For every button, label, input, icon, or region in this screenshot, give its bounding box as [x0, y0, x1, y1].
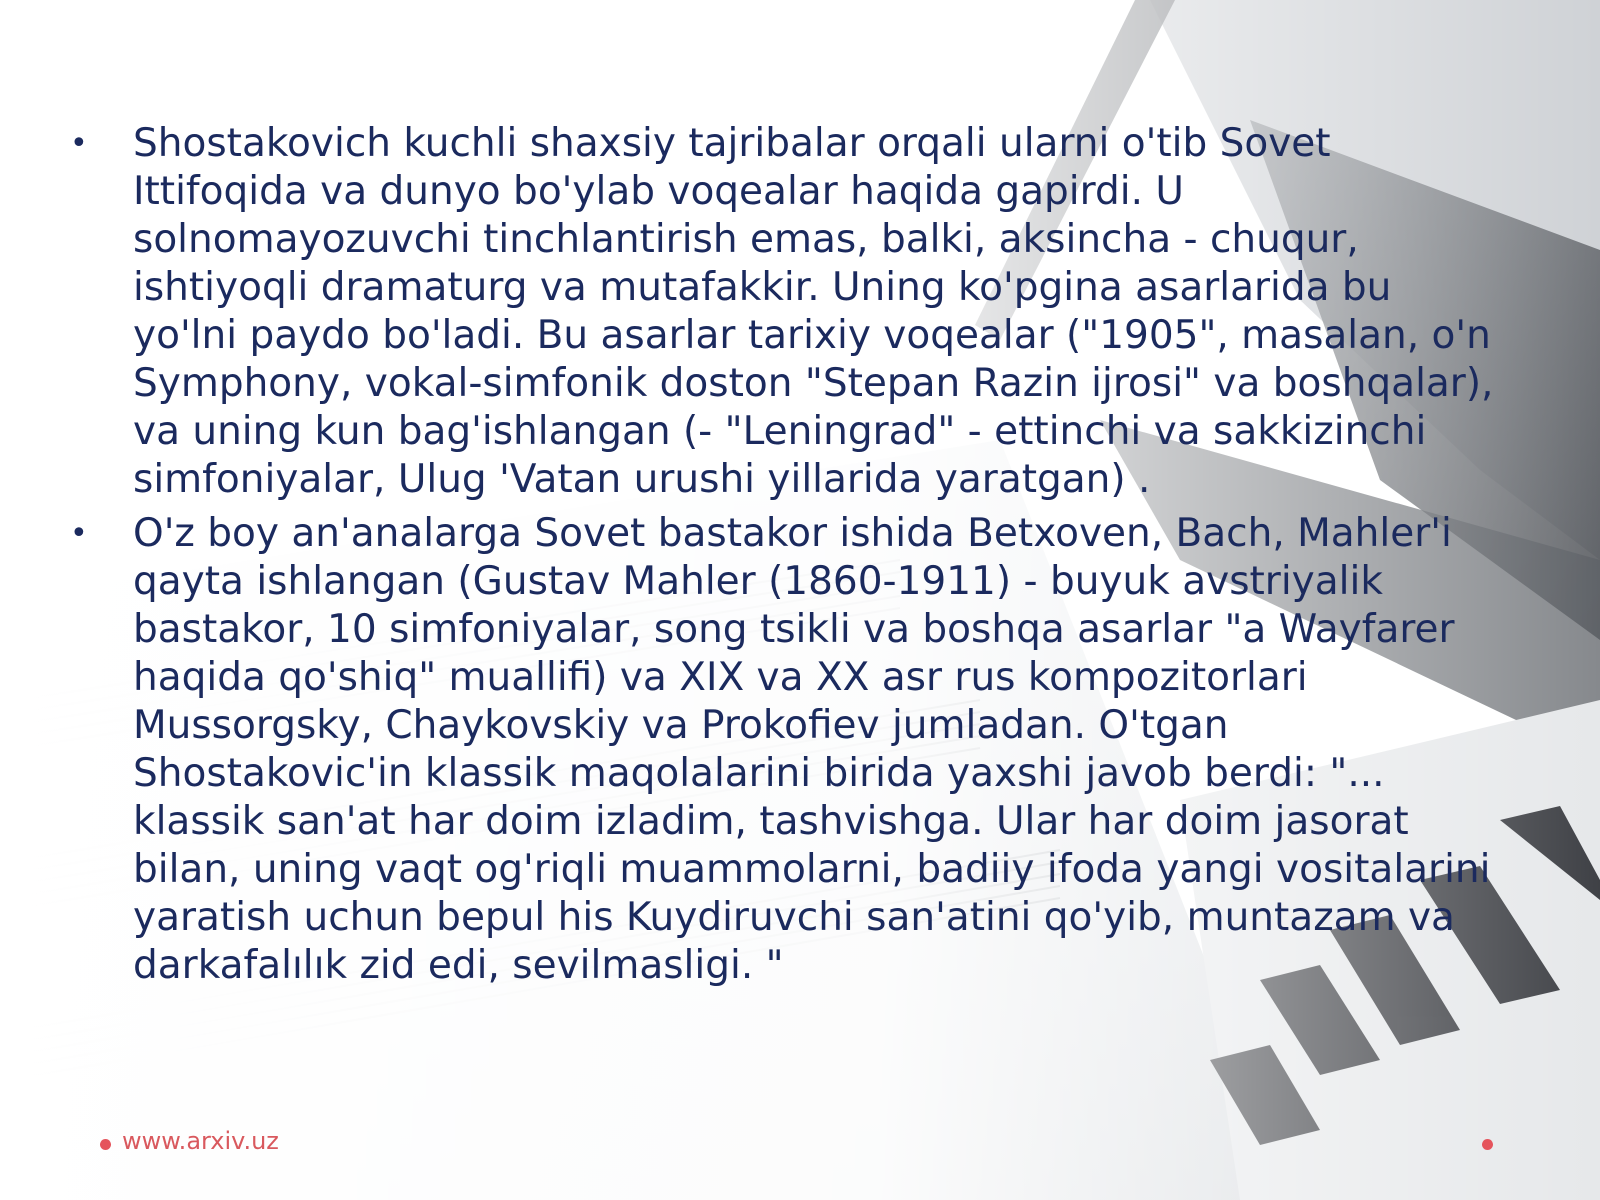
bullet-item-1 [60, 120, 1500, 504]
bullet-list [60, 120, 1500, 990]
bullet-text-2: O'z boy an'analarga Sovet bastakor ishida Betxoven, Bach, Mahler'i qayta ishlangan (Gustav Mahler (1860-1911) - buyuk avstriyalik bastakor, 10 simfoniyalar, song tsikli va boshqa asarlar "a Wayfarer haqida qo'shiq" muallifi) va XIX va XX asr rus kompozitorlari Mussorgsky, Chaykovskiy va Prokofiev jumladan. O'tgan Shostakovic'in klassik maqolalarini birida yaxshi javob berdi: "... klassik san'at har doim izladim, tashvishga. Ular har doim jasorat bilan, uning vaqt og'riqli muammolarni, badiiy ifoda yangi vositalarini yaratish uchun bepul his Kuydiruvchi san'atini qo'yib, muntazam va darkafalılık zid edi, sevilmasligi. " [133, 511, 1491, 988]
slide-body [60, 120, 1500, 996]
slide-number-dot-icon [1482, 1139, 1493, 1150]
footer-url[interactable]: www.arxiv.uz [122, 1127, 279, 1155]
bullet-item-2 [60, 510, 1500, 990]
bullet-icon: • [70, 516, 88, 551]
bullet-icon: • [70, 126, 88, 161]
bullet-text-1: Shostakovich kuchli shaxsiy tajribalar orqali ularni o'tib Sovet Ittifoqida va dunyo bo'ylab voqealar haqida gapirdi. U solnomayozuvchi tinchlantirish emas, balki, aksincha - chuqur, ishtiyoqli dramaturg va mutafakkir. Uning ko'pgina asarlarida bu yo'lni paydo bo'ladi. Bu asarlar tarixiy voqealar ("1905", masalan, o'n Symphony, vokal-simfonik doston "Stepan Razin ijrosi" va boshqalar), va uning kun bag'ishlangan (- "Leningrad" - ettinchi va sakkizinchi simfoniyalar, Ulug 'Vatan urushi yillarida yaratgan) . [133, 121, 1494, 502]
